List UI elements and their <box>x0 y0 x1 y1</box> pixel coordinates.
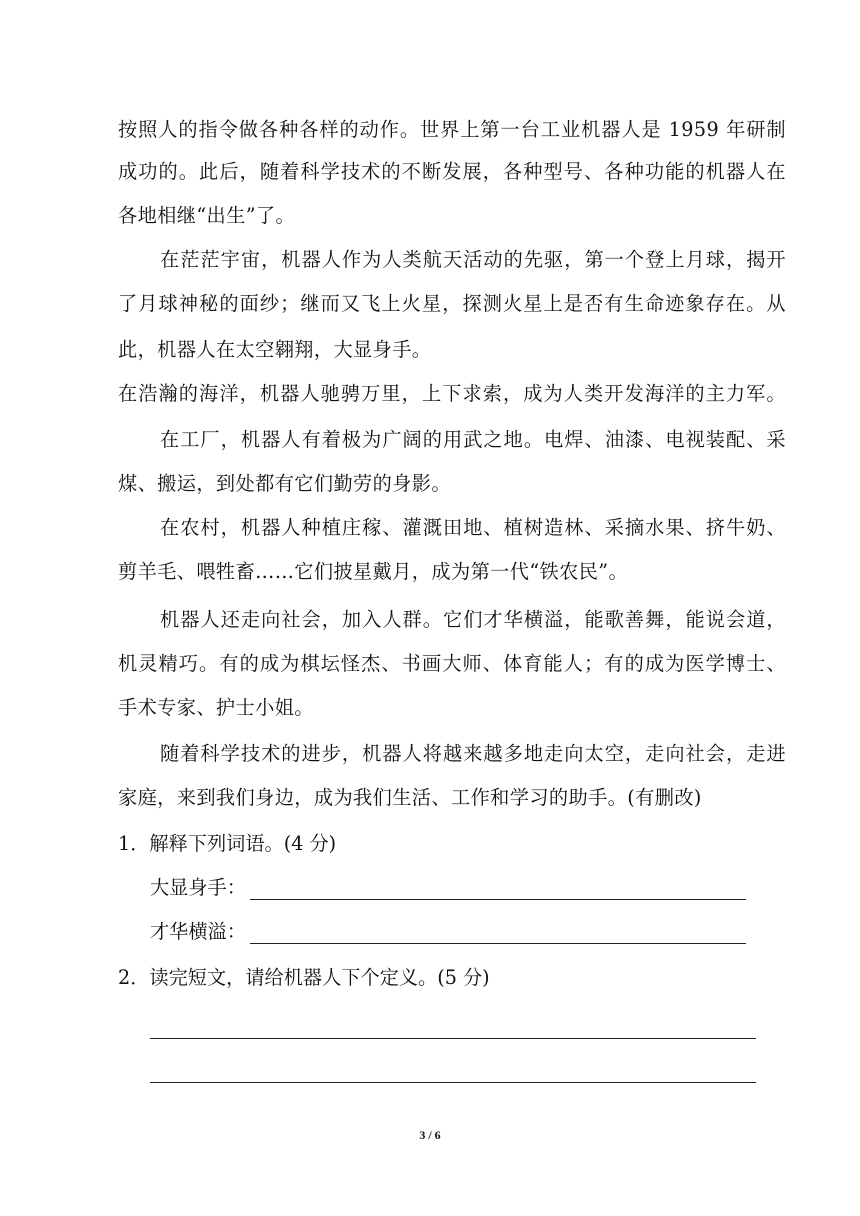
passage-line: 机器人还走向社会，加入人群。它们才华横溢，能歌善舞，能说会道， <box>160 608 786 631</box>
question-1-label: 1．解释下列词语。(4 分) <box>118 832 337 855</box>
answer-line[interactable] <box>150 1038 756 1039</box>
passage-line: 随着科学技术的进步，机器人将越来越多地走向太空，走向社会，走进 <box>160 742 786 765</box>
question-1-term-2: 才华横溢： <box>150 920 246 943</box>
passage-line: 手术专家、护士小姐。 <box>118 696 314 719</box>
answer-line[interactable] <box>150 1082 756 1083</box>
answer-blank[interactable] <box>250 879 746 900</box>
page-number: 3 / 6 <box>419 1128 441 1142</box>
passage-line: 在茫茫宇宙，机器人作为人类航天活动的先驱，第一个登上月球，揭开 <box>160 248 786 271</box>
passage-line: 剪羊毛、喂牲畜……它们披星戴月，成为第一代“铁农民”。 <box>118 560 629 583</box>
passage-line: 煤、搬运，到处都有它们勤劳的身影。 <box>118 472 451 495</box>
question-1-term-row <box>150 876 746 900</box>
passage-line: 在浩瀚的海洋，机器人驰骋万里，上下求索，成为人类开发海洋的主力军。 <box>118 382 786 405</box>
passage-line: 在工厂，机器人有着极为广阔的用武之地。电焊、油漆、电视装配、采 <box>160 428 786 451</box>
question-1-term-row <box>150 920 746 944</box>
passage-line: 成功的。此后，随着科学技术的不断发展，各种型号、各种功能的机器人在 <box>118 160 786 183</box>
passage-line: 家庭，来到我们身边，成为我们生活、工作和学习的助手。(有删改) <box>118 786 702 809</box>
passage-line: 按照人的指令做各种各样的动作。世界上第一台工业机器人是 1959 年研制 <box>118 118 786 141</box>
passage-line: 了月球神秘的面纱；继而又飞上火星，探测火星上是否有生命迹象存在。从 <box>118 292 786 315</box>
passage-line: 在农村，机器人种植庄稼、灌溉田地、植树造林、采摘水果、挤牛奶、 <box>160 516 786 539</box>
question-1-term-1: 大显身手： <box>150 876 246 899</box>
passage-line: 各地相继“出生”了。 <box>118 204 296 227</box>
question-2-label: 2．读完短文，请给机器人下个定义。(5 分) <box>118 966 490 989</box>
passage-line: 此，机器人在太空翱翔，大显身手。 <box>118 338 432 361</box>
answer-blank[interactable] <box>250 923 746 944</box>
passage-line: 机灵精巧。有的成为棋坛怪杰、书画大师、体育能人；有的成为医学博士、 <box>118 652 786 675</box>
